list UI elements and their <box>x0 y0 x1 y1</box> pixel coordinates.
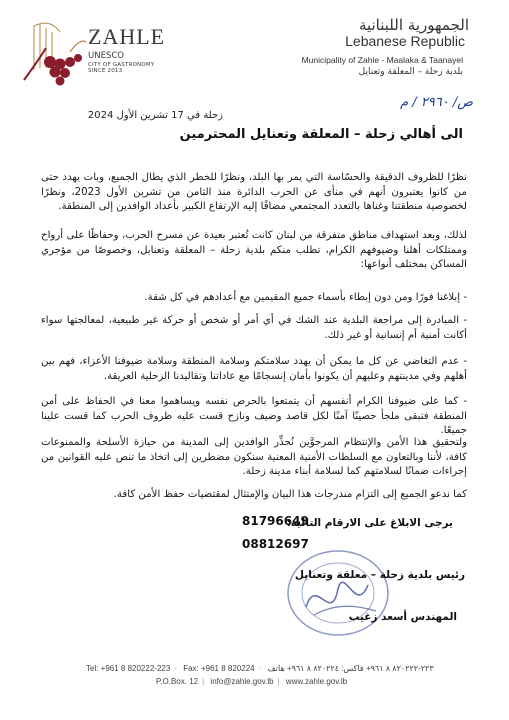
reference-number: ص/ ٢٩٦٠ / م <box>400 95 473 110</box>
municipality-en: Municipality of Zahle - Maalaka & Taanayel <box>301 55 463 65</box>
footer-fax: Fax: +961 8 820224 <box>183 664 255 673</box>
municipality-ar: بلدية زحلة – المعلقة وتعنايل <box>358 67 463 77</box>
footer-contact-ar: ٢٢٣-٨٢٠٢٢٢ ٨ ٩٦١+ فاكس: ٨٢٠٢٢٤ ٨ ٩٦١+ هاتف <box>267 664 434 673</box>
letter-date: زحلة في 17 تشرين الأول 2024 <box>87 110 223 121</box>
republic-title-ar: الجمهورية اللبنانية <box>358 16 469 34</box>
footer-pobox: P.O.Box. 12 <box>156 677 199 686</box>
footer-email[interactable]: info@zahle.gov.lb <box>210 677 274 686</box>
salutation: الى أهالي زحلة – المعلقة وتعنايل المحترمين <box>179 127 463 142</box>
logo-city-line: CITY OF GASTRONOMY <box>88 62 155 68</box>
footer-address: P.O.Box. 12 | info@zahle.gov.lb | www.zahle.gov.lb <box>156 677 348 686</box>
footer-tel: Tel: +961 8 820222-223 <box>86 664 171 673</box>
footer-website[interactable]: www.zahle.gov.lb <box>285 677 348 686</box>
republic-title-en: Lebanese Republic <box>345 33 465 49</box>
paragraph-intro: نظرًا للظروف الدقيقة والحسّاسة التي يمر بها البلد، ونظرًا للخطر الذي يطال الجميع، وبات يهدد حتى من كانوا يعتبرون أنهم في منأى عن الحرب الدائرة منذ الثامن من تشرين الأول 2023، ونظرًا لخصوصية منطقتنا وغناها بالتعدد المجتمعي مضافًا إليه الإرتفاع الكبير بأعداد الوافدين إلى المنطقة. <box>41 172 468 213</box>
bullet-item: - عدم التغاضي عن كل ما يمكن أن يهدد سلامتكم وسلامة المنطقة وسلامة ضيوفنا الأعزاء، فهم بين أهلهم وفي مدينتهم وعليهم أن يكونوا بأمان إنسجامًا مع عاداتنا وتقاليدنا الزحلية العريقة. <box>41 356 467 382</box>
phone-number: 08812697 <box>242 537 309 551</box>
bullet-item: - إبلاغنا فورًا ومن دون إبطاء بأسماء جميع المقيمين مع أعدادهم في كل شقة. <box>144 292 467 303</box>
official-stamp-signature <box>276 545 401 640</box>
paragraph-request: لذلك، وبعد استهداف مناطق متفرقة من لبنان كانت تُعتبر بعيدة عن مسرح الحرب، وحفاظًا على أرواح وممتلكات أهلنا وضيوفهم الكرام، تطلب منكم بلدية زحلة – المعلقة وتعنايل، وخصوصًا من مؤجري المساكن بمختلف أنواعها: <box>41 230 467 271</box>
logo-city-caption <box>88 62 154 74</box>
signature-name: المهندس أسعد زغيب <box>348 611 457 623</box>
footer-contact: Tel: +961 8 820222-223 - Fax: +961 8 820224 · ٢٢٣-٨٢٠٢٢٢ ٨ ٩٦١+ فاكس: ٨٢٠٢٢٤ ٨ ٩٦١+ هاتف <box>86 664 434 673</box>
logo-wordmark: ZAHLE <box>88 24 166 49</box>
paragraph-warning: ولتحقيق هذا الأمن والإنتظام المرجوَّين نُحذِّر الوافدين إلى المدينة من حيازة الأسلحة والممنوعات كافة، لأننا وبالتعاون مع السلطات الأمنية المعنية سنكون مضطرين إلى اتخاذ ما تنص عليه القوانين من إجراءات ضمانًا لسلامتهم كما لسلامة أبناء مدينة زحلة. <box>41 437 467 478</box>
phone-number: 81796649 <box>242 514 309 528</box>
bullet-item: - المبادرة إلى مراجعة البلدية عند الشك في أي أمر أو شخص أو حركة غير طبيعية، لمعالجتها سواء أكانت أمنية أم إنسانية أو غير ذلك. <box>41 315 467 341</box>
report-numbers-label: يرجى الابلاغ على الارقام التالية: <box>286 517 453 529</box>
logo-unesco: UNESCO <box>88 51 124 61</box>
bullet-item: - كما على ضيوفنا الكرام أنفسهم أن يتمتعوا بالحرص نفسه ويساهموا معنا في الحفاظ على أمن المنطقة فتبقى ملجأ حصينًا آمنًا لكل قاصد وضيف ونازح قست عليه ظروف الحرب كما قست علينا جميعًا. <box>41 396 467 437</box>
paragraph-closing: كما ندعو الجميع إلى التزام مندرجات هذا البيان والإمتثال لمقتضيات حفظ الأمن كافة. <box>113 489 467 500</box>
logo-since-line: SINCE 2013 <box>88 68 123 74</box>
signature-title: رئيس بلدية زحلة – معلقة وتعنايل <box>294 569 465 581</box>
